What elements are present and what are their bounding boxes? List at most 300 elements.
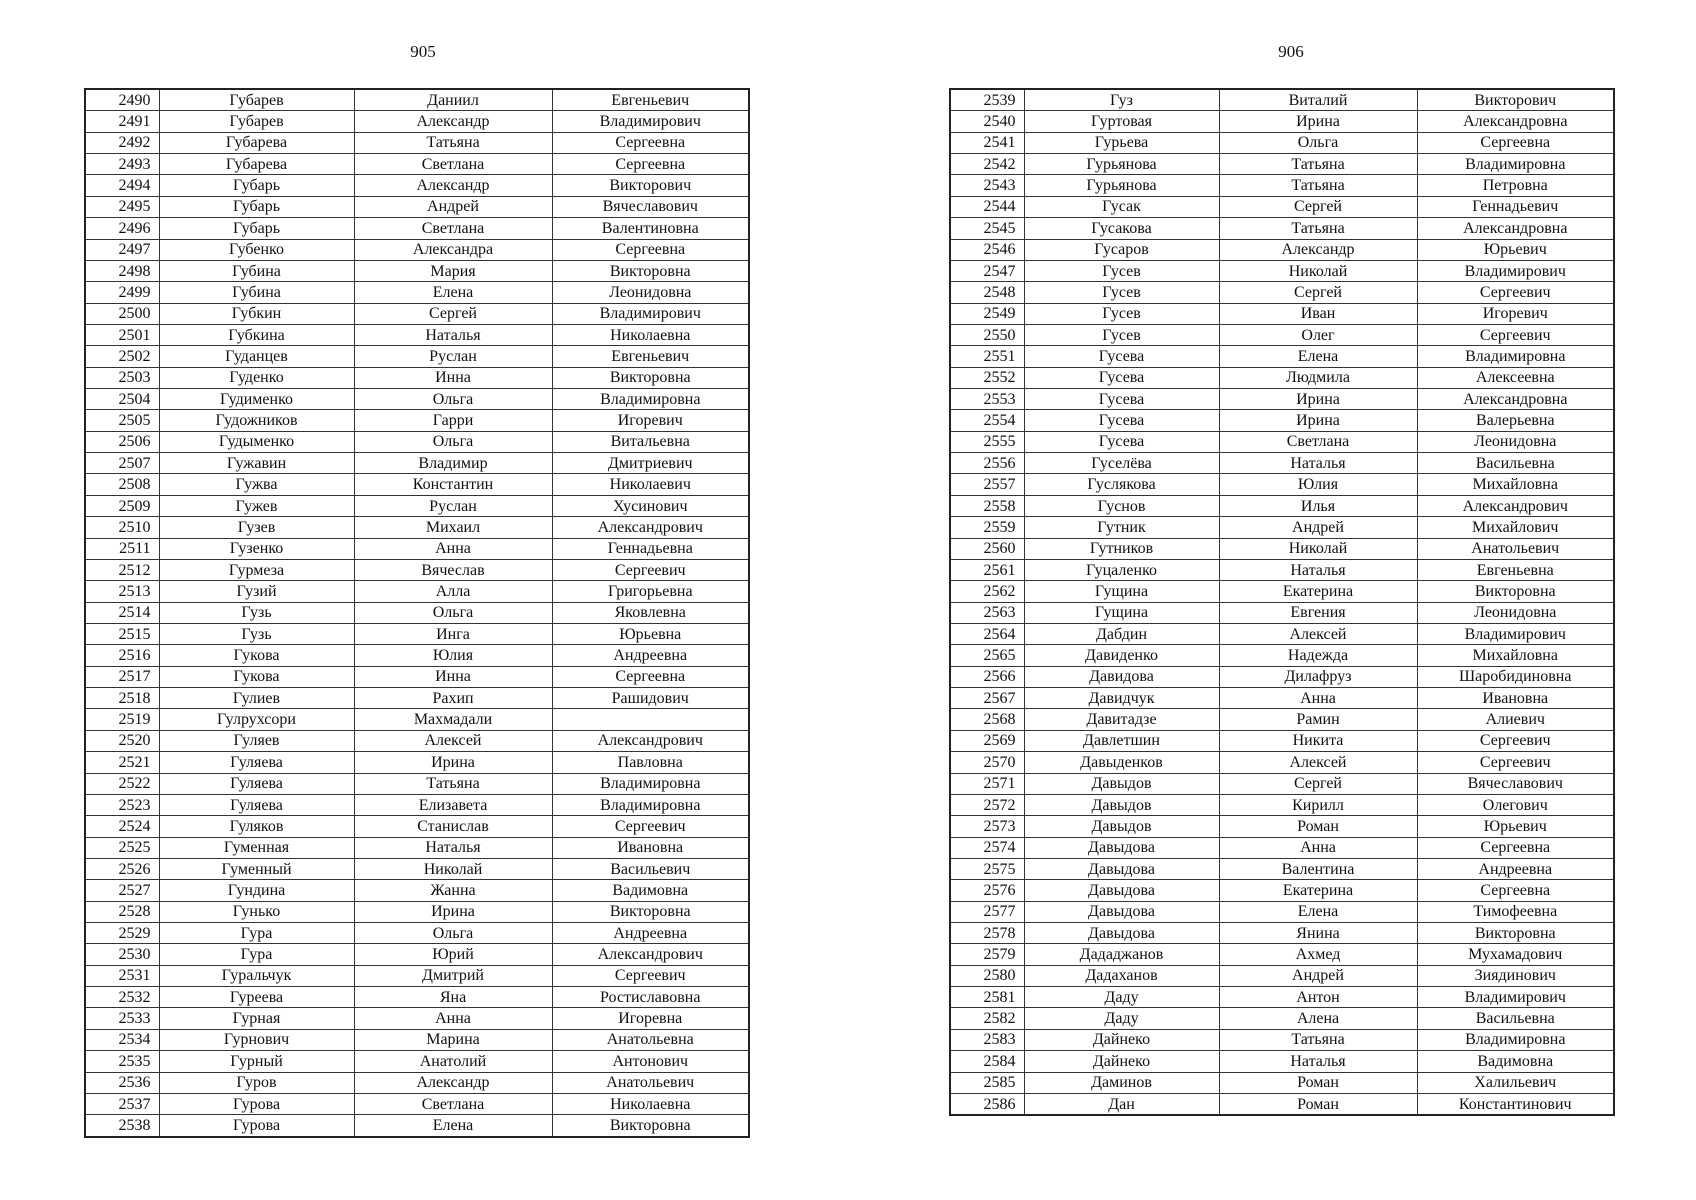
table-row	[950, 239, 1614, 260]
row-number-cell: 2550	[950, 324, 1024, 345]
table-row	[950, 794, 1614, 815]
first-name-cell: Янина	[1219, 923, 1417, 944]
first-name-cell: Татьяна	[1219, 1029, 1417, 1050]
surname-cell: Гусев	[1024, 260, 1219, 281]
row-number-cell: 2505	[85, 410, 159, 431]
surname-cell: Губенко	[159, 239, 354, 260]
table-row	[85, 389, 749, 410]
table-row	[85, 453, 749, 474]
surname-cell: Дададжанов	[1024, 944, 1219, 965]
table-row	[85, 623, 749, 644]
surname-cell: Гурова	[159, 1115, 354, 1137]
patronymic-cell: Андреевна	[552, 923, 749, 944]
row-number-cell: 2580	[950, 965, 1024, 986]
row-number-cell: 2582	[950, 1008, 1024, 1029]
patronymic-cell: Сергеевич	[1417, 282, 1614, 303]
row-number-cell: 2585	[950, 1072, 1024, 1093]
row-number-cell: 2552	[950, 367, 1024, 388]
table-row	[950, 196, 1614, 217]
first-name-cell: Сергей	[1219, 773, 1417, 794]
first-name-cell: Наталья	[1219, 453, 1417, 474]
first-name-cell: Надежда	[1219, 645, 1417, 666]
table-row	[85, 923, 749, 944]
first-name-cell: Алла	[354, 581, 552, 602]
row-number-cell: 2573	[950, 816, 1024, 837]
surname-cell: Губкина	[159, 324, 354, 345]
first-name-cell: Владимир	[354, 453, 552, 474]
first-name-cell: Александр	[354, 1072, 552, 1093]
first-name-cell: Михаил	[354, 517, 552, 538]
row-number-cell: 2559	[950, 517, 1024, 538]
row-number-cell: 2556	[950, 453, 1024, 474]
surname-cell: Гурьянова	[1024, 175, 1219, 196]
patronymic-cell: Владимировна	[552, 389, 749, 410]
first-name-cell: Ольга	[1219, 132, 1417, 153]
table-row	[950, 1008, 1614, 1029]
table-row	[85, 837, 749, 858]
row-number-cell: 2509	[85, 495, 159, 516]
table-row	[85, 730, 749, 751]
table-row	[85, 89, 749, 111]
table-row	[950, 709, 1614, 730]
row-number-cell: 2551	[950, 346, 1024, 367]
surname-cell: Гудожников	[159, 410, 354, 431]
row-number-cell: 2506	[85, 431, 159, 452]
patronymic-cell: Владимирович	[552, 111, 749, 132]
table-row	[85, 709, 749, 730]
first-name-cell: Татьяна	[354, 132, 552, 153]
patronymic-cell: Вадимовна	[1417, 1051, 1614, 1072]
row-number-cell: 2500	[85, 303, 159, 324]
row-number-cell: 2513	[85, 581, 159, 602]
row-number-cell: 2497	[85, 239, 159, 260]
surname-cell: Дайнеко	[1024, 1051, 1219, 1072]
table-row	[950, 581, 1614, 602]
patronymic-cell: Викторовна	[552, 367, 749, 388]
table-row	[85, 218, 749, 239]
table-row	[950, 730, 1614, 751]
first-name-cell: Станислав	[354, 816, 552, 837]
patronymic-cell: Вячеславович	[1417, 773, 1614, 794]
first-name-cell: Руслан	[354, 346, 552, 367]
surname-cell: Губкин	[159, 303, 354, 324]
first-name-cell: Ирина	[1219, 410, 1417, 431]
table-row	[950, 410, 1614, 431]
row-number-cell: 2539	[950, 89, 1024, 111]
patronymic-cell: Анатольевна	[552, 1029, 749, 1050]
first-name-cell: Светлана	[354, 1093, 552, 1114]
row-number-cell: 2584	[950, 1051, 1024, 1072]
surname-cell: Гусева	[1024, 346, 1219, 367]
surname-cell: Дабдин	[1024, 623, 1219, 644]
surname-cell: Гуснов	[1024, 495, 1219, 516]
first-name-cell: Юлия	[354, 645, 552, 666]
patronymic-cell: Юрьевна	[552, 623, 749, 644]
row-number-cell: 2563	[950, 602, 1024, 623]
first-name-cell: Елена	[1219, 901, 1417, 922]
first-name-cell: Николай	[354, 858, 552, 879]
row-number-cell: 2564	[950, 623, 1024, 644]
patronymic-cell: Геннадьевна	[552, 538, 749, 559]
table-row	[950, 623, 1614, 644]
name-table-left	[84, 88, 750, 1138]
surname-cell: Гутник	[1024, 517, 1219, 538]
patronymic-cell: Александрович	[552, 944, 749, 965]
surname-cell: Гусак	[1024, 196, 1219, 217]
table-row	[950, 346, 1614, 367]
table-row	[85, 303, 749, 324]
patronymic-cell: Викторович	[1417, 89, 1614, 111]
row-number-cell: 2530	[85, 944, 159, 965]
surname-cell: Гусев	[1024, 282, 1219, 303]
first-name-cell: Андрей	[1219, 517, 1417, 538]
first-name-cell: Роман	[1219, 1072, 1417, 1093]
first-name-cell: Людмила	[1219, 367, 1417, 388]
patronymic-cell: Евгеньевич	[552, 89, 749, 111]
row-number-cell: 2555	[950, 431, 1024, 452]
surname-cell: Гуляева	[159, 773, 354, 794]
first-name-cell: Рахип	[354, 688, 552, 709]
patronymic-cell: Викторовна	[552, 901, 749, 922]
patronymic-cell: Владимировна	[552, 773, 749, 794]
table-row	[950, 837, 1614, 858]
table-row	[85, 495, 749, 516]
table-row	[85, 645, 749, 666]
first-name-cell: Наталья	[1219, 559, 1417, 580]
surname-cell: Гущина	[1024, 602, 1219, 623]
row-number-cell: 2572	[950, 794, 1024, 815]
row-number-cell: 2545	[950, 218, 1024, 239]
patronymic-cell: Тимофеевна	[1417, 901, 1614, 922]
patronymic-cell: Михайлович	[1417, 517, 1614, 538]
row-number-cell: 2514	[85, 602, 159, 623]
surname-cell: Дайнеко	[1024, 1029, 1219, 1050]
first-name-cell: Алексей	[1219, 752, 1417, 773]
row-number-cell: 2526	[85, 858, 159, 879]
patronymic-cell: Сергеевна	[1417, 132, 1614, 153]
patronymic-cell: Юрьевич	[1417, 816, 1614, 837]
first-name-cell: Сергей	[1219, 282, 1417, 303]
first-name-cell: Инга	[354, 623, 552, 644]
surname-cell: Давыдова	[1024, 880, 1219, 901]
table-row	[950, 538, 1614, 559]
table-row	[85, 1051, 749, 1072]
first-name-cell: Ольга	[354, 923, 552, 944]
table-row	[950, 816, 1614, 837]
table-row	[950, 431, 1614, 452]
first-name-cell: Светлана	[354, 218, 552, 239]
row-number-cell: 2538	[85, 1115, 159, 1137]
surname-cell: Давидчук	[1024, 688, 1219, 709]
first-name-cell: Наталья	[1219, 1051, 1417, 1072]
first-name-cell: Даниил	[354, 89, 552, 111]
row-number-cell: 2561	[950, 559, 1024, 580]
patronymic-cell: Михайловна	[1417, 645, 1614, 666]
first-name-cell: Виталий	[1219, 89, 1417, 111]
table-row	[85, 239, 749, 260]
surname-cell: Губина	[159, 282, 354, 303]
row-number-cell: 2542	[950, 154, 1024, 175]
surname-cell: Гуров	[159, 1072, 354, 1093]
row-number-cell: 2522	[85, 773, 159, 794]
patronymic-cell: Шаробидиновна	[1417, 666, 1614, 687]
table-row	[950, 453, 1614, 474]
first-name-cell: Ольга	[354, 431, 552, 452]
surname-cell: Губарев	[159, 111, 354, 132]
first-name-cell: Татьяна	[354, 773, 552, 794]
surname-cell: Гуральчук	[159, 965, 354, 986]
patronymic-cell: Витальевна	[552, 431, 749, 452]
first-name-cell: Никита	[1219, 730, 1417, 751]
surname-cell: Гудименко	[159, 389, 354, 410]
surname-cell: Гурмеза	[159, 559, 354, 580]
row-number-cell: 2510	[85, 517, 159, 538]
patronymic-cell: Сергеевна	[552, 132, 749, 153]
table-row	[85, 901, 749, 922]
first-name-cell: Татьяна	[1219, 218, 1417, 239]
row-number-cell: 2557	[950, 474, 1024, 495]
patronymic-cell: Владимирович	[552, 303, 749, 324]
row-number-cell: 2520	[85, 730, 159, 751]
table-row	[950, 688, 1614, 709]
first-name-cell: Яна	[354, 987, 552, 1008]
table-row	[950, 987, 1614, 1008]
patronymic-cell: Ростиславовна	[552, 987, 749, 1008]
first-name-cell: Дилафруз	[1219, 666, 1417, 687]
patronymic-cell: Андреевна	[1417, 858, 1614, 879]
patronymic-cell: Рашидович	[552, 688, 749, 709]
patronymic-cell: Мухамадович	[1417, 944, 1614, 965]
row-number-cell: 2547	[950, 260, 1024, 281]
row-number-cell: 2544	[950, 196, 1024, 217]
surname-cell: Гуденко	[159, 367, 354, 388]
patronymic-cell: Сергеевич	[552, 965, 749, 986]
table-row	[85, 324, 749, 345]
patronymic-cell: Дмитриевич	[552, 453, 749, 474]
first-name-cell: Илья	[1219, 495, 1417, 516]
table-row	[950, 517, 1614, 538]
table-row	[950, 880, 1614, 901]
row-number-cell: 2579	[950, 944, 1024, 965]
first-name-cell: Елена	[354, 282, 552, 303]
patronymic-cell: Сергеевич	[1417, 752, 1614, 773]
first-name-cell: Юлия	[1219, 474, 1417, 495]
row-number-cell: 2516	[85, 645, 159, 666]
patronymic-cell: Сергеевна	[1417, 837, 1614, 858]
first-name-cell: Инна	[354, 666, 552, 687]
first-name-cell: Анна	[354, 1008, 552, 1029]
surname-cell: Давыдов	[1024, 794, 1219, 815]
patronymic-cell: Николаевна	[552, 324, 749, 345]
surname-cell: Гущина	[1024, 581, 1219, 602]
first-name-cell: Марина	[354, 1029, 552, 1050]
first-name-cell: Гарри	[354, 410, 552, 431]
surname-cell: Давыдова	[1024, 837, 1219, 858]
first-name-cell: Вячеслав	[354, 559, 552, 580]
table-row	[950, 923, 1614, 944]
first-name-cell: Анатолий	[354, 1051, 552, 1072]
page-number-right: 906	[1278, 42, 1304, 61]
row-number-cell: 2543	[950, 175, 1024, 196]
surname-cell: Даминов	[1024, 1072, 1219, 1093]
row-number-cell: 2491	[85, 111, 159, 132]
row-number-cell: 2570	[950, 752, 1024, 773]
table-row	[85, 1093, 749, 1114]
patronymic-cell: Леонидовна	[552, 282, 749, 303]
table-row	[950, 645, 1614, 666]
first-name-cell: Константин	[354, 474, 552, 495]
surname-cell: Губарева	[159, 154, 354, 175]
first-name-cell: Ирина	[354, 901, 552, 922]
patronymic-cell: Александровна	[1417, 218, 1614, 239]
patronymic-cell: Николаевич	[552, 474, 749, 495]
patronymic-cell: Вячеславович	[552, 196, 749, 217]
patronymic-cell: Владимировна	[1417, 346, 1614, 367]
surname-cell: Гузь	[159, 602, 354, 623]
surname-cell: Гунько	[159, 901, 354, 922]
table-row	[85, 410, 749, 431]
row-number-cell: 2523	[85, 794, 159, 815]
first-name-cell: Кирилл	[1219, 794, 1417, 815]
surname-cell: Гусаров	[1024, 239, 1219, 260]
table-row	[85, 154, 749, 175]
row-number-cell: 2508	[85, 474, 159, 495]
table-row	[85, 132, 749, 153]
first-name-cell: Махмадали	[354, 709, 552, 730]
row-number-cell: 2568	[950, 709, 1024, 730]
surname-cell: Гулрухсори	[159, 709, 354, 730]
patronymic-cell: Ивановна	[1417, 688, 1614, 709]
surname-cell: Гурнович	[159, 1029, 354, 1050]
surname-cell: Дан	[1024, 1093, 1219, 1115]
table-row	[85, 559, 749, 580]
surname-cell: Гукова	[159, 666, 354, 687]
first-name-cell: Роман	[1219, 816, 1417, 837]
patronymic-cell: Сергеевна	[552, 239, 749, 260]
patronymic-cell: Александрович	[552, 517, 749, 538]
row-number-cell: 2495	[85, 196, 159, 217]
patronymic-cell: Евгеньевич	[552, 346, 749, 367]
patronymic-cell: Викторовна	[1417, 923, 1614, 944]
first-name-cell: Сергей	[354, 303, 552, 324]
row-number-cell: 2574	[950, 837, 1024, 858]
row-number-cell: 2492	[85, 132, 159, 153]
row-number-cell: 2511	[85, 538, 159, 559]
table-row	[85, 111, 749, 132]
first-name-cell: Николай	[1219, 260, 1417, 281]
table-row	[950, 303, 1614, 324]
surname-cell: Гужва	[159, 474, 354, 495]
table-row	[85, 346, 749, 367]
first-name-cell: Наталья	[354, 324, 552, 345]
surname-cell: Губарь	[159, 218, 354, 239]
surname-cell: Гузий	[159, 581, 354, 602]
first-name-cell: Сергей	[1219, 196, 1417, 217]
patronymic-cell: Андреевна	[552, 645, 749, 666]
table-row	[950, 901, 1614, 922]
surname-cell: Гуляева	[159, 752, 354, 773]
surname-cell: Гуцаленко	[1024, 559, 1219, 580]
patronymic-cell: Юрьевич	[1417, 239, 1614, 260]
patronymic-cell: Алиевич	[1417, 709, 1614, 730]
patronymic-cell: Сергеевич	[1417, 324, 1614, 345]
table-row	[85, 880, 749, 901]
patronymic-cell: Александровна	[1417, 111, 1614, 132]
row-number-cell: 2504	[85, 389, 159, 410]
table-row	[950, 666, 1614, 687]
row-number-cell: 2499	[85, 282, 159, 303]
first-name-cell: Ольга	[354, 602, 552, 623]
table-row	[950, 602, 1614, 623]
table-row	[85, 196, 749, 217]
row-number-cell: 2532	[85, 987, 159, 1008]
patronymic-cell: Васильевна	[1417, 1008, 1614, 1029]
row-number-cell: 2583	[950, 1029, 1024, 1050]
table-row	[85, 260, 749, 281]
surname-cell: Гуляков	[159, 816, 354, 837]
first-name-cell: Иван	[1219, 303, 1417, 324]
first-name-cell: Николай	[1219, 538, 1417, 559]
surname-cell: Гуменный	[159, 858, 354, 879]
patronymic-cell: Владимирович	[1417, 260, 1614, 281]
first-name-cell: Александра	[354, 239, 552, 260]
row-number-cell: 2565	[950, 645, 1024, 666]
table-row	[85, 752, 749, 773]
surname-cell: Гудыменко	[159, 431, 354, 452]
row-number-cell: 2521	[85, 752, 159, 773]
table-row	[950, 474, 1614, 495]
patronymic-cell: Викторович	[552, 175, 749, 196]
patronymic-cell: Викторовна	[552, 1115, 749, 1137]
patronymic-cell: Игоревна	[552, 1008, 749, 1029]
patronymic-cell: Григорьевна	[552, 581, 749, 602]
table-row	[85, 1029, 749, 1050]
table-row	[85, 1072, 749, 1093]
first-name-cell: Роман	[1219, 1093, 1417, 1115]
surname-cell: Давыдова	[1024, 858, 1219, 879]
table-row	[950, 111, 1614, 132]
row-number-cell: 2578	[950, 923, 1024, 944]
row-number-cell: 2581	[950, 987, 1024, 1008]
surname-cell: Гусева	[1024, 389, 1219, 410]
table-row	[950, 260, 1614, 281]
row-number-cell: 2503	[85, 367, 159, 388]
row-number-cell: 2533	[85, 1008, 159, 1029]
surname-cell: Гурьянова	[1024, 154, 1219, 175]
surname-cell: Давыденков	[1024, 752, 1219, 773]
surname-cell: Давыдов	[1024, 816, 1219, 837]
surname-cell: Гусакова	[1024, 218, 1219, 239]
patronymic-cell: Владимировна	[552, 794, 749, 815]
row-number-cell: 2517	[85, 666, 159, 687]
surname-cell: Гузенко	[159, 538, 354, 559]
first-name-cell: Антон	[1219, 987, 1417, 1008]
table-row	[950, 282, 1614, 303]
row-number-cell: 2507	[85, 453, 159, 474]
row-number-cell: 2566	[950, 666, 1024, 687]
table-row	[950, 858, 1614, 879]
row-number-cell: 2515	[85, 623, 159, 644]
table-row	[85, 794, 749, 815]
table-row	[950, 773, 1614, 794]
first-name-cell: Александр	[354, 175, 552, 196]
first-name-cell: Ольга	[354, 389, 552, 410]
table-row	[85, 474, 749, 495]
surname-cell: Дадаханов	[1024, 965, 1219, 986]
surname-cell: Гундина	[159, 880, 354, 901]
row-number-cell: 2540	[950, 111, 1024, 132]
surname-cell: Гура	[159, 944, 354, 965]
